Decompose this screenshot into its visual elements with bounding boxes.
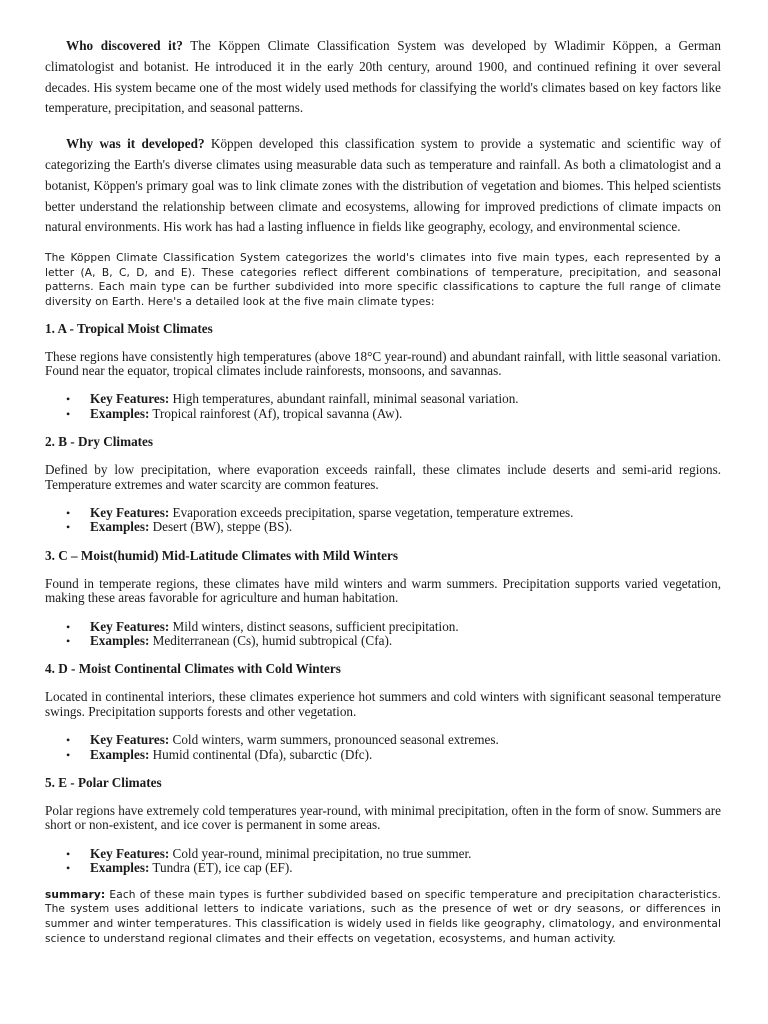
bullet-icon: • [66,733,71,748]
type-heading: 3. C – Moist(humid) Mid-Latitude Climates with Mild Winters [45,547,399,563]
type-heading: 5. E - Polar Climates [45,775,162,791]
climate-type-b [45,434,721,535]
list-item [66,504,721,520]
list-item [66,618,721,634]
bullet-icon: • [66,846,71,861]
list-item [66,746,721,762]
summary-label: summary: [45,888,106,901]
examples-text: Tundra (ET), ice cap (EF). [149,860,293,876]
climate-type-a [45,321,721,422]
type-description: Located in continental interiors, these climates experience hot summers and cold winters with significant seasonal temperature swings. Precipitation supports forests and other vegetation. [45,689,721,719]
list-item [66,391,721,407]
type-description: Polar regions have extremely cold temperatures year-round, with minimal precipitation, often in the form of snow. Summers are short or non-existent, and ice cover is permanent in some areas. [45,803,721,833]
who-label: Who discovered it? [66,38,183,53]
features-label: Key Features: [90,845,170,861]
type-heading: 4. D - Moist Continental Climates with Cold Winters [45,661,341,677]
intro-who-paragraph [45,36,721,119]
examples-label: Examples: [90,405,150,421]
bullet-icon: • [66,406,71,421]
features-text: Cold winters, warm summers, pronounced seasonal extremes. [169,732,499,748]
examples-label: Examples: [90,860,150,876]
climate-type-c [45,548,721,649]
features-label: Key Features: [90,618,170,634]
examples-text: Tropical rainforest (Af), tropical savanna (Aw). [149,405,403,421]
list-item [66,519,721,535]
examples-text: Mediterranean (Cs), humid subtropical (Cfa). [149,633,393,649]
features-text: Mild winters, distinct seasons, sufficient precipitation. [169,618,459,634]
type-heading: 2. B - Dry Climates [45,434,154,450]
bullet-icon: • [66,392,71,407]
document-page [45,36,721,947]
why-label: Why was it developed? [66,136,205,152]
feature-list [45,506,721,535]
bullet-icon: • [66,634,71,649]
summary-text: Each of these main types is further subdivided based on specific temperature and precipitation characteristics. The system uses additional letters to indicate variations, such as the presence of wet or dry seasons, or differences in summer and winter temperatures. This classification is widely used in fields like geography, climatology, and environmental science to understand regional climates and their effects on vegetation, ecosystems, and human activity. [45,888,721,946]
features-text: High temperatures, abundant rainfall, minimal seasonal variation. [169,391,519,407]
examples-label: Examples: [90,519,150,535]
why-text: Köppen developed this classification system to provide a systematic and scientific way of categorizing the Earth's diverse climates using measurable data such as temperature and rainfall. As both a climatologist and a botanist, Köppen's primary goal was to link climate zones with the distribution of vegetation and biomes. This helped scientists better understand the relationship between climate and ecosystems, allowing for improved predictions of climate impacts on natural environments. His work has had a lasting influence in fields like geography, ecology, and environmental science. [45,136,721,235]
climate-type-e [45,775,721,876]
features-label: Key Features: [90,732,170,748]
list-item [66,860,721,876]
bullet-icon: • [66,619,71,634]
feature-list [45,733,721,762]
list-item [66,845,721,861]
who-text: The Köppen Climate Classification System was developed by Wladimir Köppen, a German climatologist and botanist. He introduced it in the early 20th century, around 1900, and continued refining it over several decades. His system became one of the most widely used methods for classifying the world's climates based on key factors like temperature, precipitation, and seasonal patterns. [45,38,721,116]
bullet-icon: • [66,520,71,535]
summary-paragraph [45,888,721,947]
examples-text: Humid continental (Dfa), subarctic (Dfc). [149,746,373,762]
bullet-icon: • [66,505,71,520]
feature-list [45,620,721,649]
examples-label: Examples: [90,633,150,649]
type-description: Defined by low precipitation, where evaporation exceeds rainfall, these climates include deserts and semi-arid regions. Temperature extremes and water scarcity are common features. [45,462,721,492]
overview-paragraph: The Köppen Climate Classification System categorizes the world's climates into five main types, each represented by a letter (A, B, C, D, and E). These categories reflect different combinations of temperature, precipitation, and seasonal patterns. Each main type can be further subdivided into more specific classifications to capture the full range of climate diversity on Earth. Here's a detailed look at the five main climate types: [45,252,721,308]
type-heading: 1. A - Tropical Moist Climates [45,320,213,336]
list-item [66,633,721,649]
features-text: Cold year-round, minimal precipitation, no true summer. [169,845,472,861]
list-item [66,732,721,748]
feature-list [45,847,721,876]
climate-type-d [45,661,721,762]
examples-label: Examples: [90,746,150,762]
list-item [66,405,721,421]
intro-why-paragraph [45,134,721,238]
examples-text: Desert (BW), steppe (BS). [149,519,293,535]
type-description: These regions have consistently high temperatures (above 18°C year-round) and abundant rainfall, with little seasonal variation. Found near the equator, tropical climates include rainforests, monsoons, and savannas. [45,348,721,378]
features-text: Evaporation exceeds precipitation, sparse vegetation, temperature extremes. [169,504,574,520]
feature-list [45,392,721,421]
type-description: Found in temperate regions, these climates have mild winters and warm summers. Precipitation supports varied vegetation, making these areas favorable for agriculture and human habitation. [45,575,721,606]
bullet-icon: • [66,747,71,762]
bullet-icon: • [66,861,71,876]
features-label: Key Features: [90,504,170,520]
features-label: Key Features: [90,391,170,407]
